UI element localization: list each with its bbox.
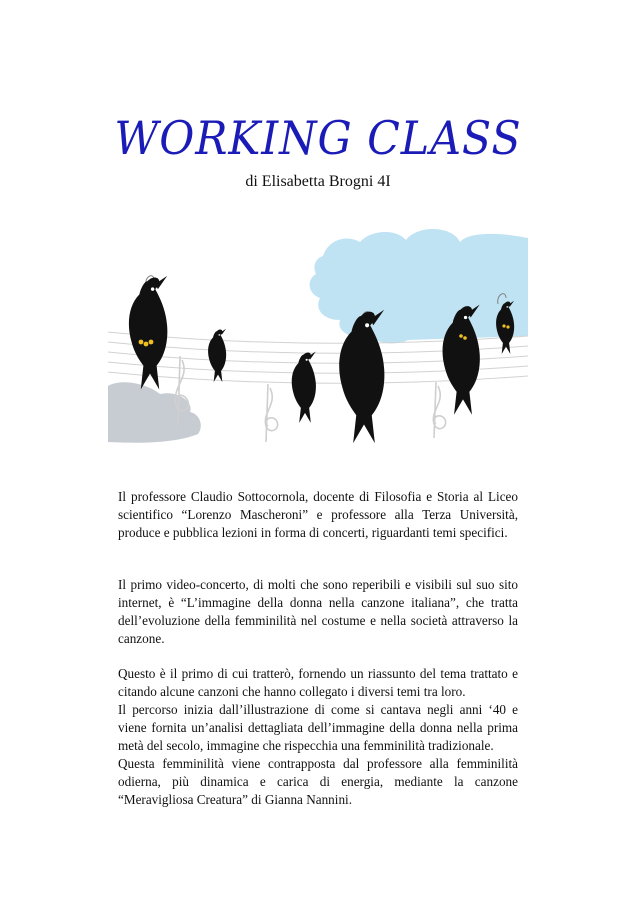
birds-illustration <box>108 228 528 456</box>
paragraph-line: Questa femminilità viene contrapposta dal professore alla femminilità odierna, più dinamica e carica di energia, mediante la canzone “Meravigliosa Creatura” di Gianna Nannini. <box>118 756 518 807</box>
document-title: WORKING CLASS <box>114 111 522 165</box>
paragraph-line: Il percorso inizia dall’illustrazione di come si cantava negli anni ‘40 e viene fornita un’analisi dettagliata dell’immagine della donna nella prima metà del secolo, immagine che rispecchia una femminilità tradizionale. <box>118 702 518 753</box>
bird <box>208 329 226 382</box>
paragraph-line: Questo è il primo di cui tratterò, fornendo un riassunto del tema trattato e citando alcune canzoni che hanno collegato i diversi temi tra loro. <box>118 666 518 699</box>
paragraph-summary <box>118 665 518 809</box>
paragraph-text: Il professore Claudio Sottocornola, docente di Filosofia e Storia al Liceo scientifico “Lorenzo Mascheroni” e professore alla Terza Università, produce e pubblica lezioni in forma di concerti, riguardanti temi specifici. <box>118 489 518 540</box>
paragraph-text: Il primo video-concerto, di molti che sono reperibili e visibili sul suo sito internet, è “L’immagine della donna nella canzone italiana”, che tratta dell’evoluzione della femminilità nel costume e nella società attraverso la canzone. <box>118 577 518 646</box>
paragraph-intro <box>118 488 518 542</box>
paragraph-first-concert <box>118 576 518 648</box>
sky-cloud <box>310 229 528 344</box>
author-line: di Elisabetta Brogni 4I <box>245 173 391 190</box>
bird <box>292 351 316 422</box>
bird <box>129 276 167 390</box>
ground-cloud <box>108 382 201 442</box>
